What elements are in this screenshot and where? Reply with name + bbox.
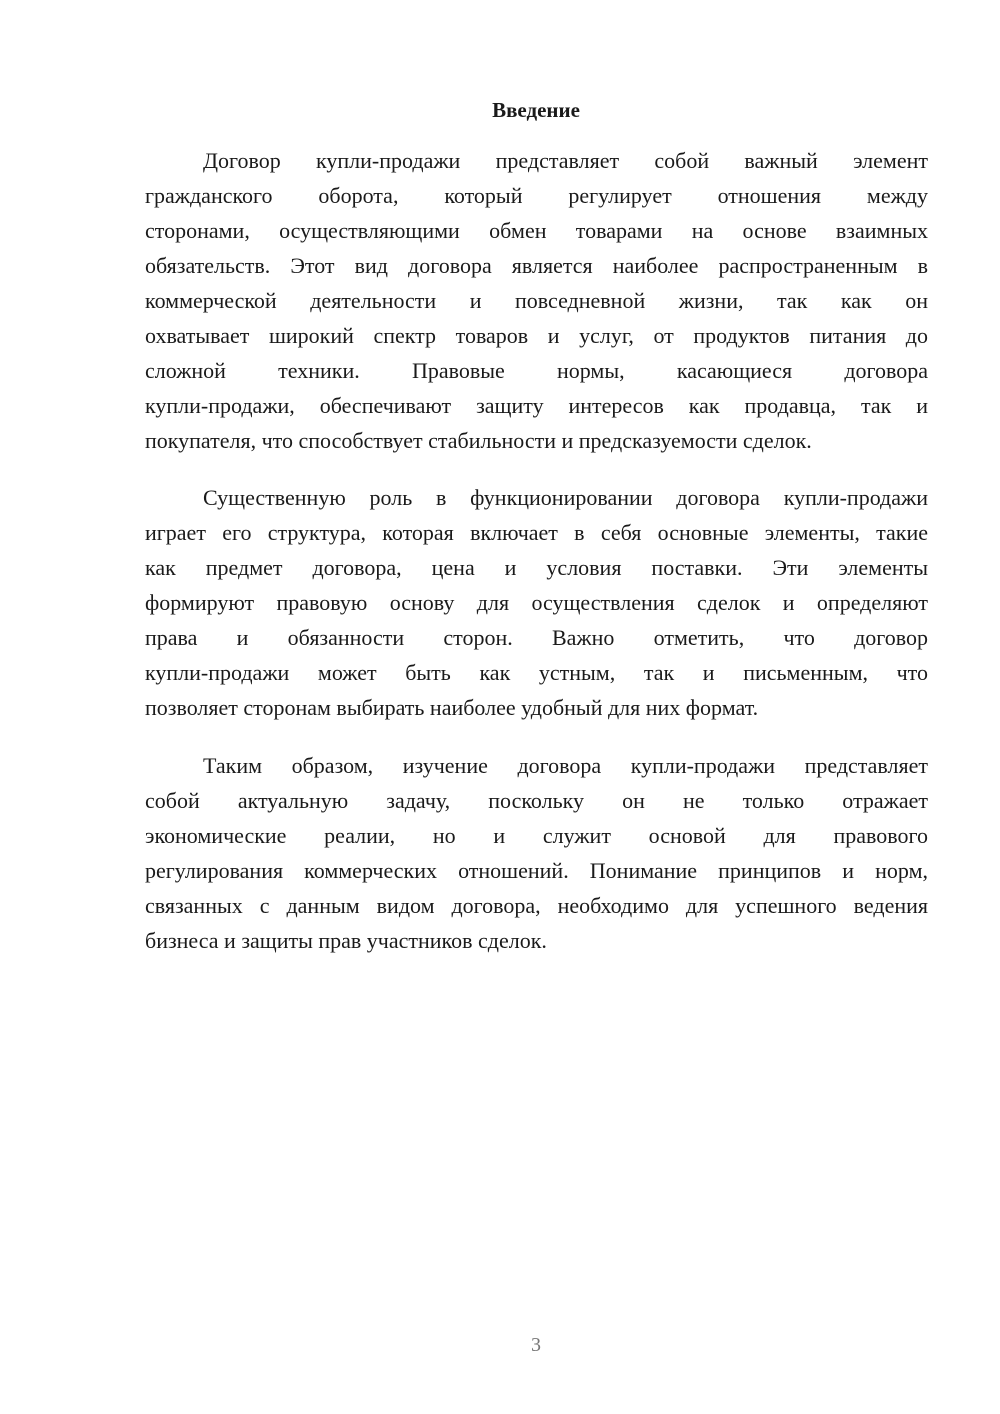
- text-line: охватывает широкий спектр товаров и услуг, от продуктов питания до: [145, 323, 928, 348]
- text-line: купли-продажи может быть как устным, так и письменным, что: [145, 660, 928, 685]
- text-line: купли-продажи, обеспечивают защиту интересов как продавца, так и: [145, 393, 928, 418]
- text-line: бизнеса и защиты прав участников сделок.: [145, 928, 547, 953]
- text-line: права и обязанности сторон. Важно отметить, что договор: [145, 625, 928, 650]
- text-line: как предмет договора, цена и условия поставки. Эти элементы: [145, 555, 928, 580]
- text-line: собой актуальную задачу, поскольку он не только отражает: [145, 788, 928, 813]
- text-line: играет его структура, которая включает в себя основные элементы, такие: [145, 520, 928, 545]
- paragraph-1: [145, 143, 928, 458]
- text-line: Существенную роль в функционировании договора купли-продажи: [203, 485, 928, 510]
- text-line: сторонами, осуществляющими обмен товарами на основе взаимных: [145, 218, 928, 243]
- text-line: формируют правовую основу для осуществления сделок и определяют: [145, 590, 928, 615]
- text-line: регулирования коммерческих отношений. Понимание принципов и норм,: [145, 858, 928, 883]
- text-line: обязательств. Этот вид договора является наиболее распространенным в: [145, 253, 928, 278]
- text-line: гражданского оборота, который регулирует отношения между: [145, 183, 928, 208]
- page-heading: Введение: [492, 98, 580, 122]
- text-line: экономические реалии, но и служит основой для правового: [145, 823, 928, 848]
- paragraph-2: [145, 480, 928, 725]
- text-line: Договор купли-продажи представляет собой важный элемент: [203, 148, 928, 173]
- text-line: сложной техники. Правовые нормы, касающиеся договора: [145, 358, 928, 383]
- page-number: 3: [531, 1334, 541, 1356]
- text-line: Таким образом, изучение договора купли-продажи представляет: [203, 753, 928, 778]
- text-line: позволяет сторонам выбирать наиболее удобный для них формат.: [145, 695, 759, 720]
- text-line: коммерческой деятельности и повседневной жизни, так как он: [145, 288, 928, 313]
- text-line: покупателя, что способствует стабильности и предсказуемости сделок.: [145, 428, 812, 453]
- paragraph-3: [145, 748, 928, 958]
- text-line: связанных с данным видом договора, необходимо для успешного ведения: [145, 893, 928, 918]
